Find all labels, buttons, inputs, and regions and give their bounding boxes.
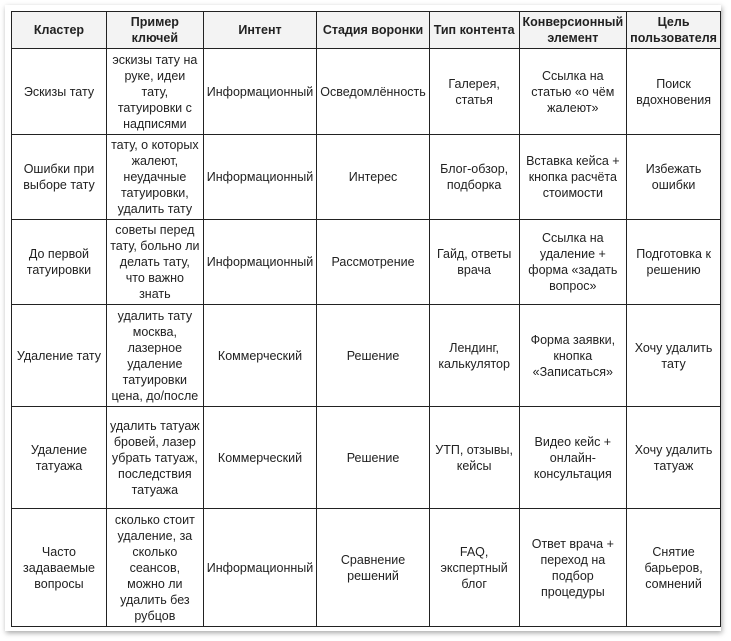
cell-conversion-element: Ответ врача + переход на подбор процедуры xyxy=(519,509,627,627)
header-cluster: Кластер xyxy=(12,12,107,49)
cell-user-goal: Снятие барьеров, сомнений xyxy=(627,509,721,627)
header-funnel-stage: Стадия воронки xyxy=(317,12,429,49)
cell-content-type: Галерея, статья xyxy=(429,49,519,135)
table-row xyxy=(12,135,721,220)
table-row xyxy=(12,220,721,305)
table-row xyxy=(12,305,721,407)
cell-keywords: удалить тату москва, лазерное удаление татуировки цена, до/после xyxy=(106,305,203,407)
cell-cluster: Ошибки при выборе тату xyxy=(12,135,107,220)
cell-conversion-element: Ссылка на статью «о чём жалеют» xyxy=(519,49,627,135)
cell-intent: Коммерческий xyxy=(203,305,317,407)
cell-intent: Информационный xyxy=(203,220,317,305)
table-row xyxy=(12,407,721,509)
cell-intent: Коммерческий xyxy=(203,407,317,509)
seo-cluster-table xyxy=(11,11,721,627)
cell-keywords: удалить татуаж бровей, лазер убрать татуаж, последствия татуажа xyxy=(106,407,203,509)
cell-conversion-element: Ссылка на удаление + форма «задать вопрос» xyxy=(519,220,627,305)
cell-user-goal: Поиск вдохновения xyxy=(627,49,721,135)
cell-funnel-stage: Решение xyxy=(317,305,429,407)
table-frame xyxy=(5,5,721,631)
cell-funnel-stage: Решение xyxy=(317,407,429,509)
cell-intent: Информационный xyxy=(203,135,317,220)
cell-funnel-stage: Осведомлённость xyxy=(317,49,429,135)
cell-user-goal: Избежать ошибки xyxy=(627,135,721,220)
cell-user-goal: Хочу удалить татуаж xyxy=(627,407,721,509)
cell-content-type: УТП, отзывы, кейсы xyxy=(429,407,519,509)
cell-cluster: Удаление тату xyxy=(12,305,107,407)
header-content-type: Тип контента xyxy=(429,12,519,49)
cell-keywords: советы перед тату, больно ли делать тату, что важно знать xyxy=(106,220,203,305)
cell-content-type: Гайд, ответы врача xyxy=(429,220,519,305)
cell-user-goal: Хочу удалить тату xyxy=(627,305,721,407)
cell-cluster: Часто задаваемые вопросы xyxy=(12,509,107,627)
cell-conversion-element: Видео кейс + онлайн-консультация xyxy=(519,407,627,509)
cell-content-type: FAQ, экспертный блог xyxy=(429,509,519,627)
table-row xyxy=(12,509,721,627)
cell-funnel-stage: Сравнение решений xyxy=(317,509,429,627)
cell-intent: Информационный xyxy=(203,49,317,135)
cell-cluster: Эскизы тату xyxy=(12,49,107,135)
header-conversion-element: Конверсионный элемент xyxy=(519,12,627,49)
cell-keywords: тату, о которых жалеют, неудачные татуировки, удалить тату xyxy=(106,135,203,220)
cell-user-goal: Подготовка к решению xyxy=(627,220,721,305)
cell-content-type: Блог-обзор, подборка xyxy=(429,135,519,220)
cell-keywords: эскизы тату на руке, идеи тату, татуировки с надписями xyxy=(106,49,203,135)
cell-conversion-element: Форма заявки, кнопка «Записаться» xyxy=(519,305,627,407)
cell-cluster: До первой татуировки xyxy=(12,220,107,305)
cell-intent: Информационный xyxy=(203,509,317,627)
cell-content-type: Лендинг, калькулятор xyxy=(429,305,519,407)
header-user-goal: Цель пользователя xyxy=(627,12,721,49)
cell-funnel-stage: Рассмотрение xyxy=(317,220,429,305)
header-intent: Интент xyxy=(203,12,317,49)
cell-conversion-element: Вставка кейса + кнопка расчёта стоимости xyxy=(519,135,627,220)
cell-keywords: сколько стоит удаление, за сколько сеансов, можно ли удалить без рубцов xyxy=(106,509,203,627)
header-row xyxy=(12,12,721,49)
header-keywords: Пример ключей xyxy=(106,12,203,49)
cell-cluster: Удаление татуажа xyxy=(12,407,107,509)
cell-funnel-stage: Интерес xyxy=(317,135,429,220)
table-row xyxy=(12,49,721,135)
